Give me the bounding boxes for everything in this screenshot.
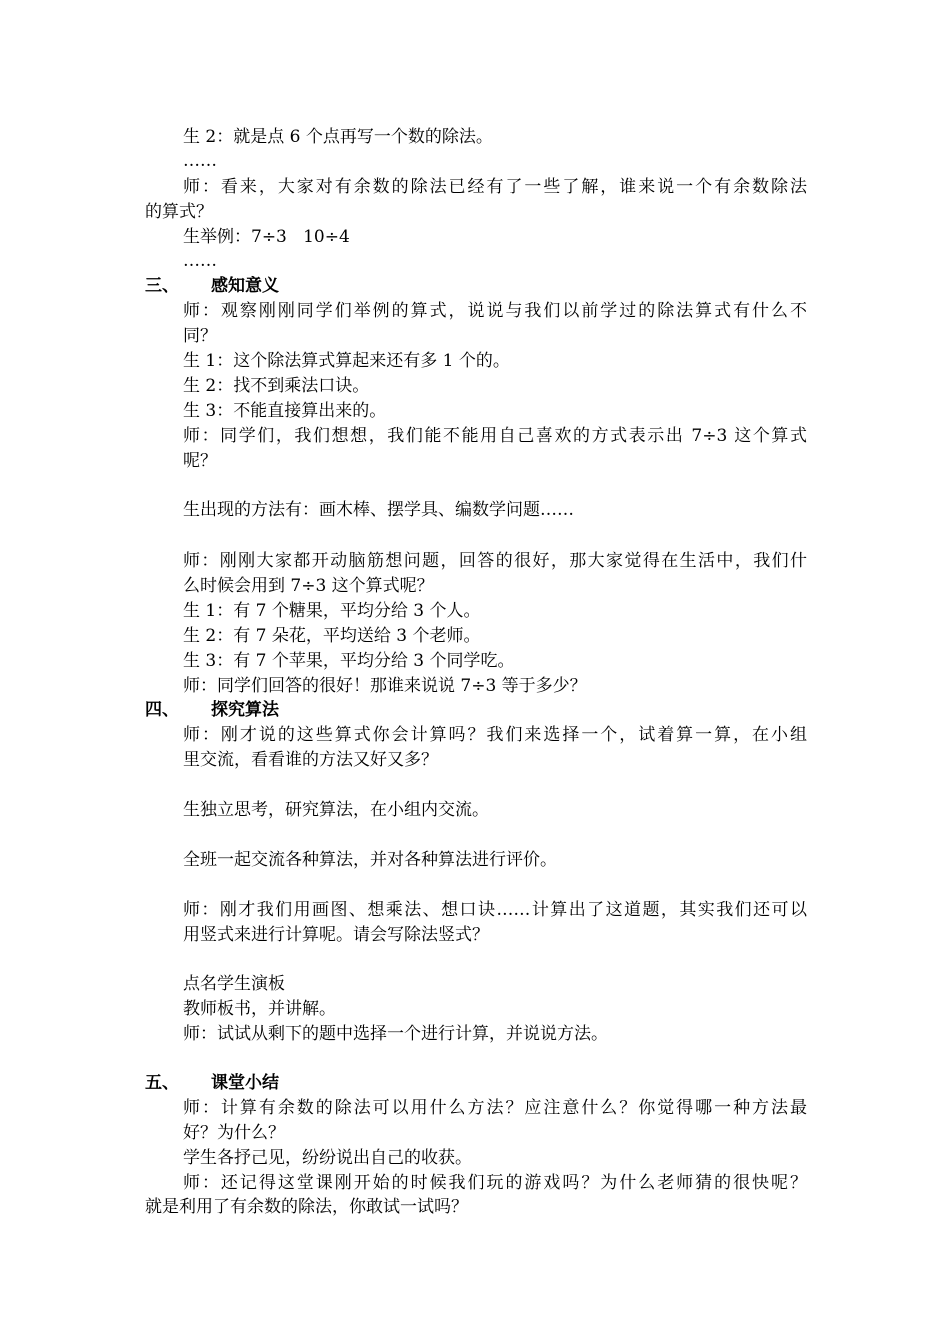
paragraph-line: 呢？: [183, 451, 217, 471]
paragraph-line: 生 1：有 7 个糖果，平均分给 3 个人。: [183, 601, 481, 621]
paragraph-line: 师：试试从剩下的题中选择一个进行计算，并说说方法。: [183, 1024, 608, 1044]
paragraph-line: 点名学生演板: [183, 974, 285, 994]
paragraph-line: 师：刚刚大家都开动脑筋想问题，回答的很好，那大家觉得在生活中，我们什: [183, 551, 807, 571]
paragraph-line: 师：同学们回答的很好！那谁来说说 7÷3 等于多少？: [183, 676, 587, 696]
paragraph-line: 师：同学们，我们想想，我们能不能用自己喜欢的方式表示出 7÷3 这个算式: [183, 426, 807, 446]
section-number: 三、: [145, 276, 179, 296]
section-heading: [145, 274, 279, 298]
paragraph-line: 生 2：找不到乘法口诀。: [183, 376, 370, 396]
paragraph-line: 生出现的方法有：画木棒、摆学具、编数学问题……: [183, 500, 574, 520]
paragraph-line: 的算式？: [145, 202, 213, 222]
paragraph-line: 生 2：有 7 朵花，平均送给 3 个老师。: [183, 626, 481, 646]
paragraph-line: 生 2：就是点 6 个点再写一个数的除法。: [183, 127, 493, 147]
paragraph-line: 师：还记得这堂课刚开始的时候我们玩的游戏吗？为什么老师猜的很快呢？: [183, 1173, 807, 1193]
section-title: 感知意义: [211, 276, 279, 296]
section-number: 四、: [145, 700, 179, 720]
section-number: 五、: [145, 1073, 179, 1093]
paragraph-line: 全班一起交流各种算法，并对各种算法进行评价。: [183, 850, 557, 870]
paragraph-line: 生 1：这个除法算式算起来还有多 1 个的。: [183, 351, 510, 371]
section-title: 课堂小结: [211, 1073, 279, 1093]
paragraph-line: 师：刚才说的这些算式你会计算吗？我们来选择一个，试着算一算，在小组: [183, 725, 807, 745]
paragraph-line: 里交流，看看谁的方法又好又多？: [183, 750, 438, 770]
paragraph-line: 师：计算有余数的除法可以用什么方法？应注意什么？你觉得哪一种方法最: [183, 1098, 807, 1118]
paragraph-line: 好？为什么？: [183, 1123, 285, 1143]
paragraph-line: 生举例：7÷3 10÷4: [183, 227, 350, 247]
paragraph-line: 师：观察刚刚同学们举例的算式，说说与我们以前学过的除法算式有什么不: [183, 301, 807, 321]
ellipsis-line: ……: [183, 151, 217, 171]
paragraph-line: 师：看来，大家对有余数的除法已经有了一些了解，谁来说一个有余数除法: [183, 177, 807, 197]
paragraph-line: 生 3：不能直接算出来的。: [183, 401, 387, 421]
paragraph-line: 用竖式来进行计算呢。请会写除法竖式？: [183, 925, 489, 945]
paragraph-line: 生 3：有 7 个苹果，平均分给 3 个同学吃。: [183, 651, 515, 671]
paragraph-line: 同？: [183, 326, 217, 346]
paragraph-line: 就是利用了有余数的除法，你敢试一试吗？: [145, 1197, 468, 1217]
ellipsis-line: ……: [183, 251, 217, 271]
paragraph-line: 生独立思考，研究算法，在小组内交流。: [183, 800, 489, 820]
paragraph-line: 师：刚才我们用画图、想乘法、想口诀……计算出了这道题，其实我们还可以: [183, 900, 807, 920]
paragraph-line: 学生各抒己见，纷纷说出自己的收获。: [183, 1148, 472, 1168]
section-title: 探究算法: [211, 700, 279, 720]
section-heading: [145, 1071, 279, 1095]
paragraph-line: 么时候会用到 7÷3 这个算式呢？: [183, 576, 434, 596]
section-heading: [145, 698, 279, 722]
paragraph-line: 教师板书，并讲解。: [183, 999, 336, 1019]
